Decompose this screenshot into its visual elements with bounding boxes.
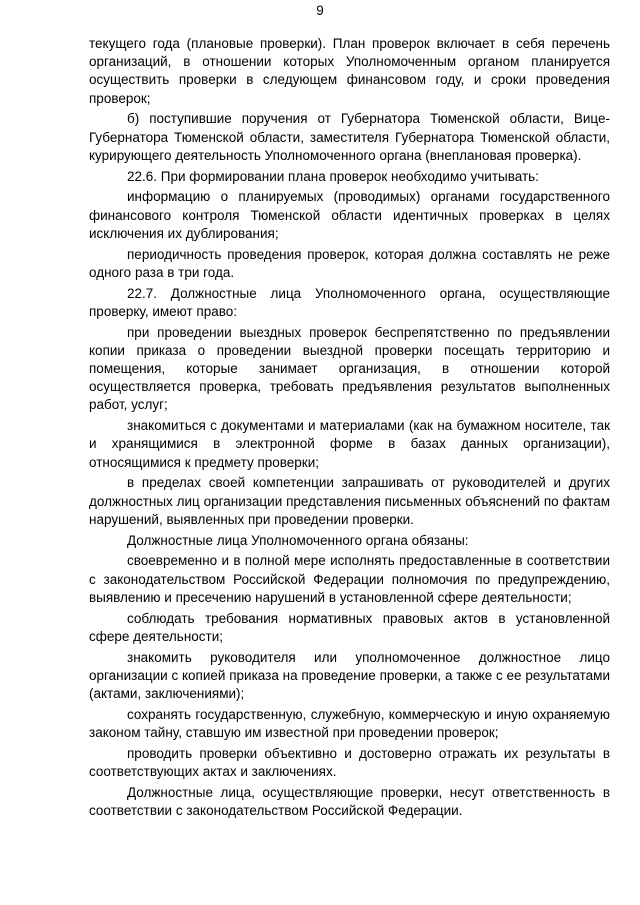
paragraph-section-22-7: 22.7. Должностные лица Уполномоченного органа, осуществляющие проверку, имеют право: [89,285,610,319]
paragraph-duty-exercise-powers: своевременно и в полной мере исполнять предоставленные в соответствии с законодательством Российской Федерации полномочия по предупреждению, выявлению и пресечению нарушений в установленной сфере деятельности; [89,553,610,605]
paragraph-duty-keep-secrets: сохранять государственную, служебную, коммерческую и иную охраняемую законом тайну, ставшую им известной при проведении проверок; [89,706,610,741]
paragraph-plan-continuation: текущего года (плановые проверки). План проверок включает в себя перечень организаций, в отношении которых Уполномоченным органом планируется осуществить проверки в следующем финансовом году, и сроки проведения проверок; [89,36,610,106]
page-number: 9 [316,3,324,18]
paragraph-section-22-6: 22.6. При формировании плана проверок необходимо учитывать: [127,168,539,184]
paragraph-planned-inspections-info: информацию о планируемых (проводимых) органами государственного финансового контроля Тюменской области идентичных проверках в целях исключения их дублирования; [89,189,610,241]
paragraph-duty-inform-head: знакомить руководителя или уполномоченное должностное лицо организации с копией приказа на проведение проверки, а также с ее результатами (актами, заключениями); [89,649,610,702]
paragraph-right-onsite-access: при проведении выездных проверок беспрепятственно по предъявлении копии приказа о проведении выездной проверки посещать территорию и помещения, которые занимает организация, в отношении которой осуществляется проверка, требовать предъявления результатов выполненных работ, услуг; [89,324,610,413]
paragraph-duty-objective-inspection: проводить проверки объективно и достоверно отражать их результаты в соответствующих актах и заключениях. [89,745,610,780]
paragraph-right-request-explanations: в пределах своей компетенции запрашивать от руководителей и других должностных лиц организации представления письменных объяснений по фактам нарушений, выявленных при проведении проверки. [89,475,610,527]
paragraph-duty-comply-acts: соблюдать требования нормативных правовых актов в установленной сфере деятельности; [89,610,610,644]
document-body [89,35,610,823]
paragraph-right-review-documents: знакомиться с документами и материалами (как на бумажном носителе, так и хранящимися в электронной форме в базах данных организации), относящимися к предмету проверки; [89,418,610,470]
paragraph-duties-heading: Должностные лица Уполномоченного органа обязаны: [127,532,469,548]
paragraph-unscheduled-inspection: б) поступившие поручения от Губернатора Тюменской области, Вице-Губернатора Тюменской области, заместителя Губернатора Тюменской области, курирующего деятельность Уполномоченного органа (внеплановая проверка). [89,111,610,163]
paragraph-responsibility: Должностные лица, осуществляющие проверки, несут ответственность в соответствии с законодательством Российской Федерации. [89,784,610,819]
paragraph-inspection-frequency: периодичность проведения проверок, которая должна составлять не реже одного раза в три года. [89,246,610,280]
